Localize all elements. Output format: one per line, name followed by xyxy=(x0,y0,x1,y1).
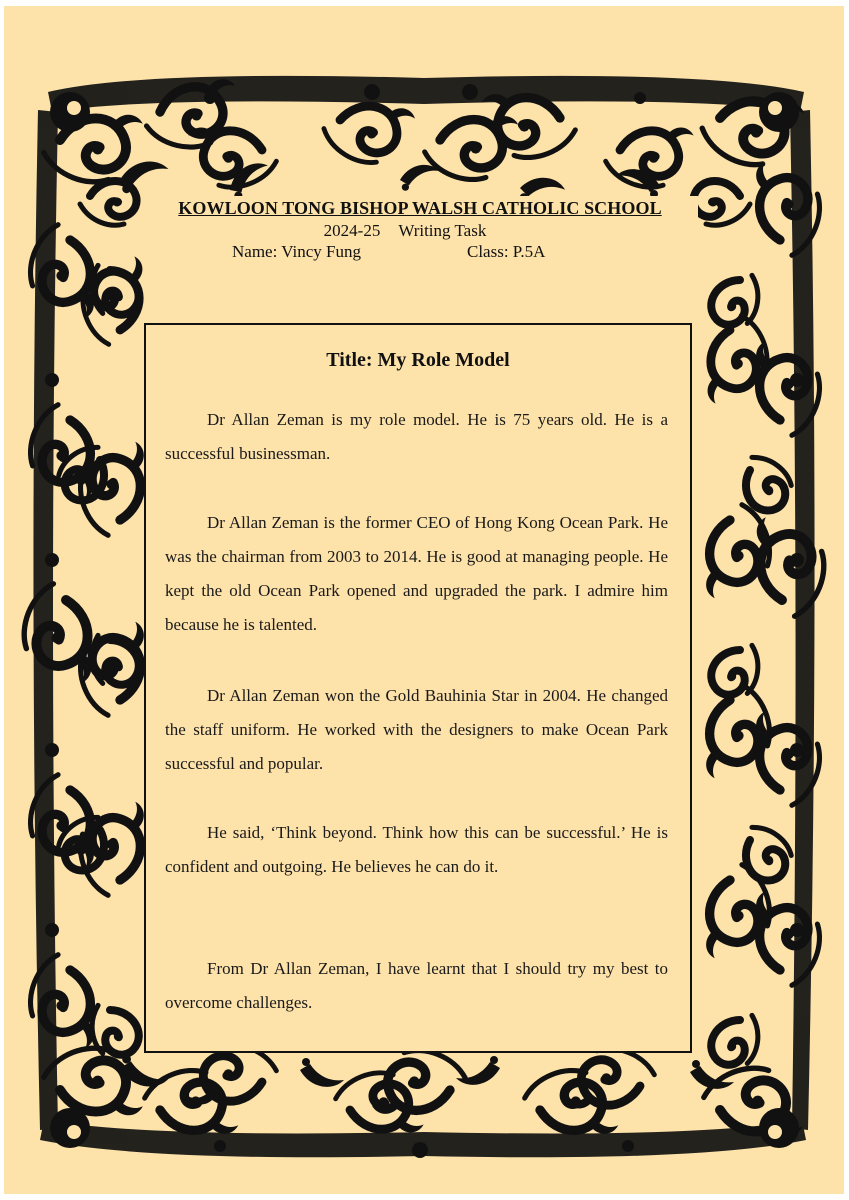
document-header xyxy=(140,196,700,263)
essay-paragraph: Dr Allan Zeman won the Gold Bauhinia Star in 2004. He changed the staff uniform. He worked with the designers to make Ocean Park successful and popular. xyxy=(165,686,668,773)
school-year: 2024-25 xyxy=(323,221,381,240)
essay-title: Title: My Role Model xyxy=(326,349,510,371)
student-class: Class: P.5A xyxy=(467,242,546,261)
essay-paragraph: He said, ‘Think beyond. Think how this can be successful.’ He is confident and outgoing. He believes he can do it. xyxy=(165,823,668,876)
task-line xyxy=(110,220,700,241)
essay-paragraph: Dr Allan Zeman is my role model. He is 75 years old. He is a successful businessman. xyxy=(165,410,668,463)
student-info xyxy=(140,241,700,263)
school-name: KOWLOON TONG BISHOP WALSH CATHOLIC SCHOOL xyxy=(178,198,662,218)
essay-paragraph: Dr Allan Zeman is the former CEO of Hong Kong Ocean Park. He was the chairman from 2003 to 2014. He is good at managing people. He kept the old Ocean Park opened and upgraded the park. I admire him because he is talented. xyxy=(165,513,668,634)
task-label: Writing Task xyxy=(398,221,487,240)
essay-box xyxy=(144,323,692,1053)
student-name: Name: Vincy Fung xyxy=(232,242,361,261)
essay-paragraph: From Dr Allan Zeman, I have learnt that I should try my best to overcome challenges. xyxy=(165,959,668,1012)
